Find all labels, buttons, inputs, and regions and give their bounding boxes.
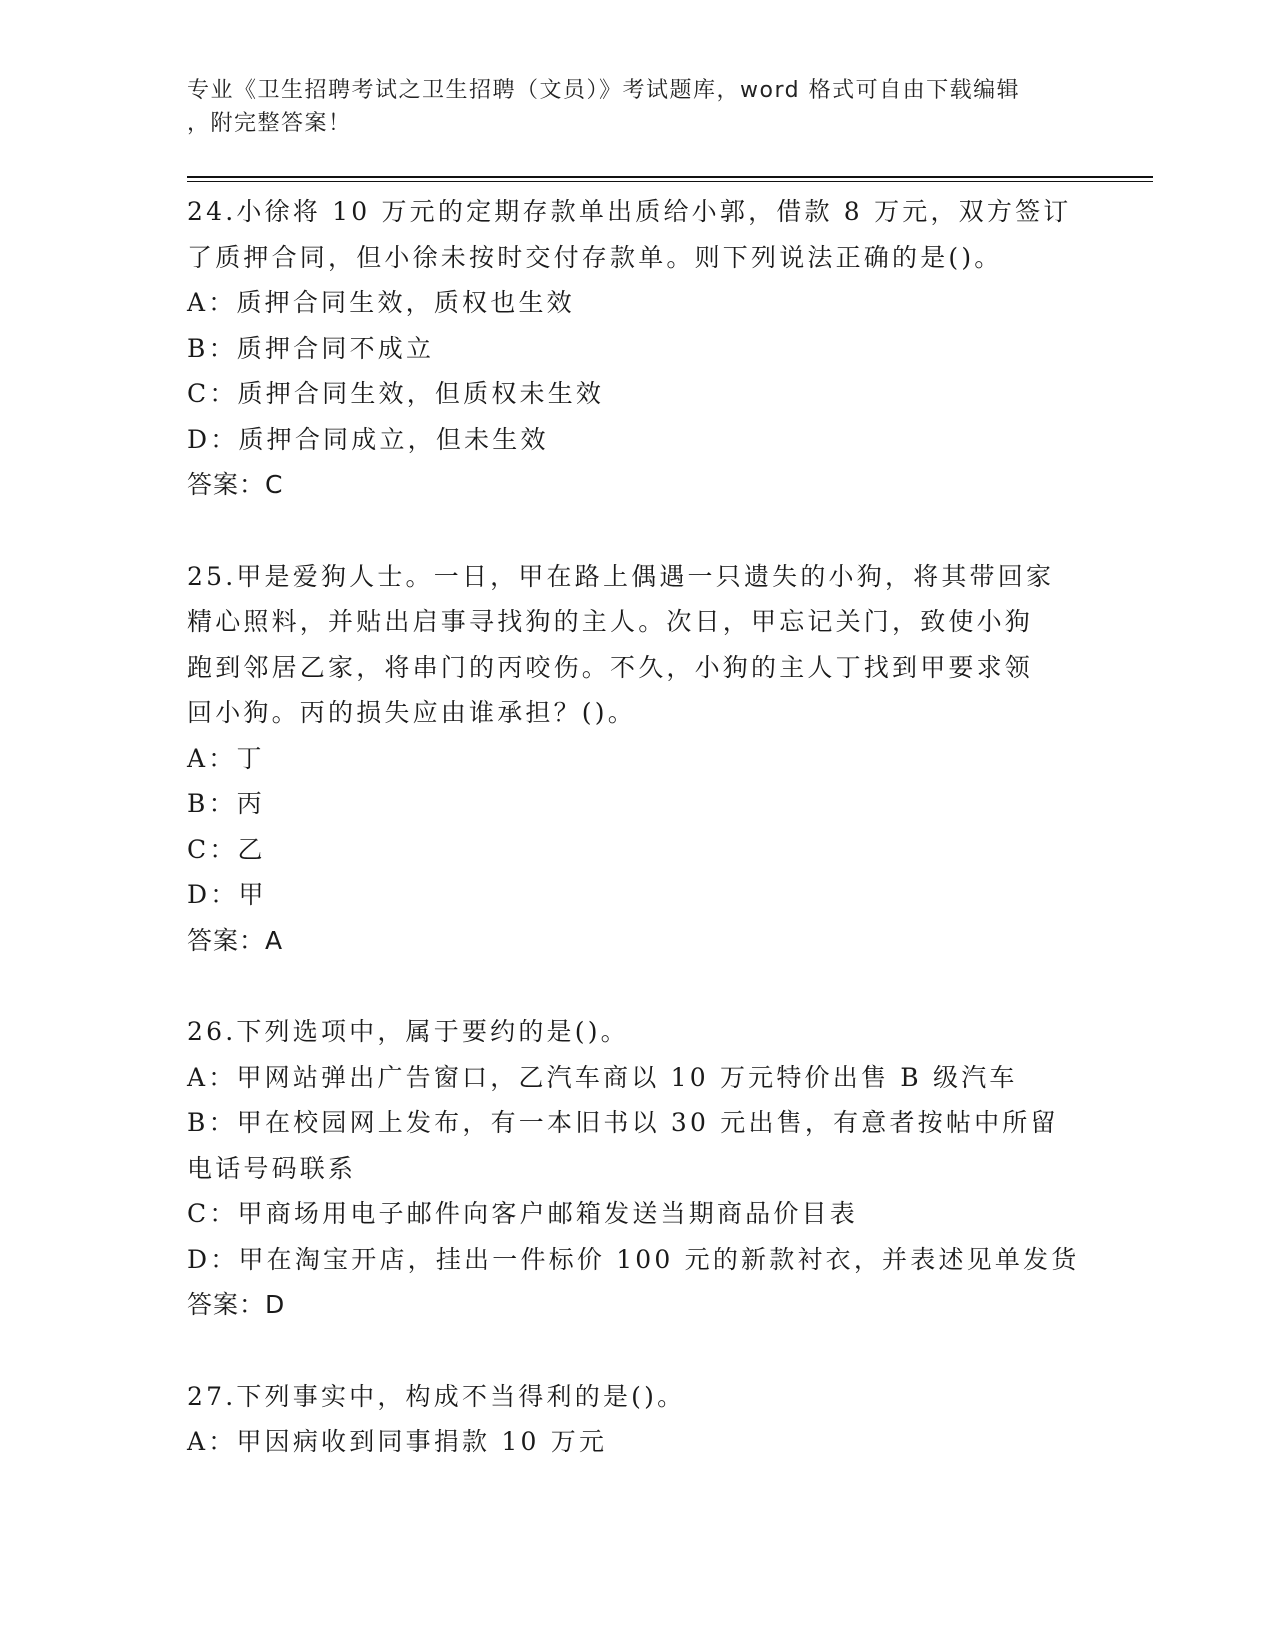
option-b: B：丙	[187, 789, 265, 818]
document-header	[187, 74, 1067, 140]
option-c: C：质押合同生效，但质权未生效	[187, 379, 605, 408]
question-stem-line: 24.小徐将 10 万元的定期存款单出质给小郭，借款 8 万元，双方签订	[187, 197, 1072, 226]
option-b-continued: 电话号码联系	[187, 1153, 357, 1183]
option-b: B：甲在校园网上发布，有一本旧书以 30 元出售，有意者按帖中所留	[187, 1108, 1059, 1137]
option-d: D：甲	[187, 880, 267, 909]
question-27	[187, 1374, 1087, 1465]
question-25	[187, 554, 1087, 964]
option-a: A：甲因病收到同事捐款 10 万元	[187, 1427, 608, 1456]
question-stem-line: 回小狗。丙的损失应由谁承担？()。	[187, 698, 636, 727]
question-stem-line: 27.下列事实中，构成不当得利的是()。	[187, 1381, 686, 1411]
answer-text: 答案：A	[187, 925, 284, 955]
question-stem-line: 26.下列选项中，属于要约的是()。	[187, 1017, 629, 1046]
question-26	[187, 1009, 1087, 1328]
option-a: A：甲网站弹出广告窗口，乙汽车商以 10 万元特价出售 B 级汽车	[187, 1062, 1018, 1092]
question-stem-line: 了质押合同，但小徐未按时交付存款单。则下列说法正确的是()。	[187, 242, 1003, 272]
question-list	[187, 189, 1087, 1465]
header-line-2: ，附完整答案！	[187, 111, 352, 136]
question-stem-line: 跑到邻居乙家，将串门的丙咬伤。不久，小狗的主人丁找到甲要求领	[187, 652, 1034, 682]
question-stem-line: 25.甲是爱狗人士。一日，甲在路上偶遇一只遗失的小狗，将其带回家	[187, 561, 1055, 591]
option-b: B：质押合同不成立	[187, 333, 435, 363]
question-24	[187, 189, 1087, 508]
question-stem-line: 精心照料，并贴出启事寻找狗的主人。次日，甲忘记关门，致使小狗	[187, 607, 1034, 636]
answer-text: 答案：C	[187, 470, 284, 499]
option-c: C：甲商场用电子邮件向客户邮箱发送当期商品价目表	[187, 1199, 858, 1228]
header-divider	[187, 176, 1153, 178]
option-a: A：质押合同生效，质权也生效	[187, 288, 575, 317]
option-a: A：丁	[187, 743, 265, 773]
header-divider-thin	[187, 181, 1153, 182]
option-d: D：甲在淘宝开店，挂出一件标价 100 元的新款衬衣，并表述见单发货	[187, 1244, 1080, 1274]
answer-text: 答案：D	[187, 1290, 286, 1319]
header-line-1: 专业《卫生招聘考试之卫生招聘（文员）》考试题库，word 格式可自由下载编辑	[187, 78, 1021, 103]
option-d: D：质押合同成立，但未生效	[187, 424, 549, 454]
option-c: C：乙	[187, 834, 266, 864]
